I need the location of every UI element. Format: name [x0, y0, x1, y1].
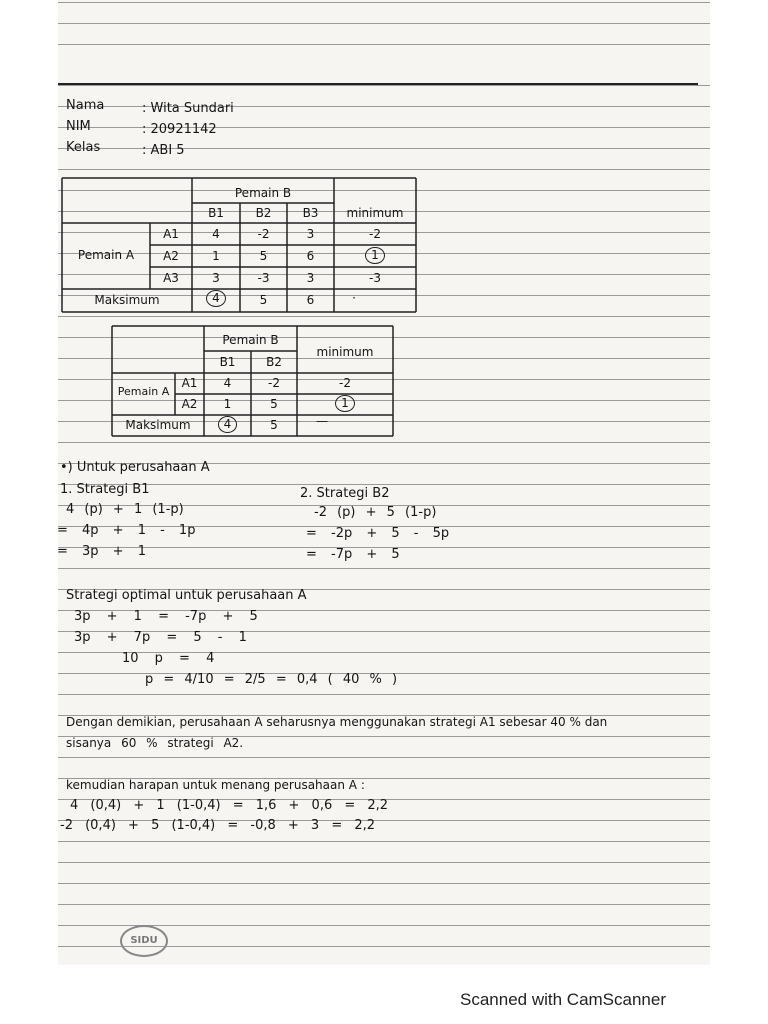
strategy-b2-line3: = -7p + 5 — [306, 547, 400, 562]
strategy-b2-line1: -2 (p) + 5 (1-p) — [314, 505, 437, 520]
table2-cell: 4 — [223, 376, 232, 390]
table1-col-b3: B3 — [302, 206, 319, 220]
table1-row-a2: A2 — [163, 249, 179, 263]
table1-max-min: · — [352, 291, 356, 305]
name-label: Nama — [66, 98, 105, 113]
nim-value: : 20921142 — [142, 122, 217, 137]
table1-cell: 4 — [212, 227, 220, 241]
optimal-line3: 10 p = 4 — [122, 651, 215, 666]
table1-min: -3 — [369, 271, 381, 285]
strategy-b2-title: 2. Strategi B2 — [300, 486, 390, 501]
name-value: : Wita Sundari — [142, 101, 234, 116]
table2-col-b2: B2 — [266, 355, 282, 369]
table1-max: 6 — [306, 293, 315, 307]
table1-cell: 3 — [212, 271, 220, 285]
table1-row-group: Pemain A — [77, 248, 135, 262]
expectation-title: kemudian harapan untuk menang perusahaan A : — [66, 778, 365, 792]
optimal-line1: 3p + 1 = -7p + 5 — [74, 609, 258, 624]
conclusion-line1: Dengan demikian, perusahaan A seharusnya menggunakan strategi A1 sebesar 40 % dan — [66, 715, 608, 729]
table1-max-label: Maksimum — [94, 293, 160, 307]
strategy-b1-line2: = 4p + 1 - 1p — [57, 523, 196, 538]
strategy-b1-title: 1. Strategi B1 — [60, 482, 150, 497]
table1-row-a1: A1 — [163, 227, 179, 241]
nim-label: NIM — [66, 119, 91, 134]
table2-col-group: Pemain B — [222, 333, 279, 347]
expectation-line1: 4 (0,4) + 1 (1-0,4) = 1,6 + 0,6 = 2,2 — [70, 798, 389, 813]
strategy-b1-line1: 4 (p) + 1 (1-p) — [66, 502, 184, 517]
table2-cell: -2 — [268, 376, 280, 390]
optimal-line2: 3p + 7p = 5 - 1 — [74, 630, 247, 645]
table1-col-b1: B1 — [208, 206, 224, 220]
table2-max-label: Maksimum — [125, 418, 191, 432]
table2-col-b1: B1 — [219, 355, 236, 369]
scanner-watermark: Scanned with CamScanner — [460, 990, 667, 1009]
optimal-line4: p = 4/10 = 2/5 = 0,4 ( 40 % ) — [145, 672, 398, 687]
conclusion-line2: sisanya 60 % strategi A2. — [66, 736, 244, 750]
table2-row-a1: A1 — [181, 376, 198, 390]
strategy-b2-line2: = -2p + 5 - 5p — [306, 526, 450, 541]
table1-col-b2: B2 — [255, 206, 272, 220]
class-value: : ABI 5 — [142, 143, 185, 158]
table2-min-header: minimum — [316, 345, 374, 359]
table2-minimax-circled: 4 — [204, 416, 251, 433]
table1-cell: 3 — [306, 271, 315, 285]
table2-maximin-circled: 1 — [297, 395, 393, 412]
table2-row-a2: A2 — [181, 397, 198, 411]
table2-min: -2 — [339, 376, 351, 390]
optimal-title: Strategi optimal untuk perusahaan A — [66, 588, 307, 603]
table2-row-group: Pemain A — [117, 385, 170, 398]
table1-cell: 5 — [259, 249, 268, 263]
table2-max: 5 — [270, 418, 278, 432]
table1-row-a3: A3 — [163, 271, 179, 285]
table1-cell: -3 — [257, 271, 270, 285]
table1-min-header: minimum — [346, 206, 404, 220]
work-intro: •) Untuk perusahaan A — [60, 460, 210, 475]
table1-maximin-circled: 1 — [334, 247, 416, 264]
expectation-line2: -2 (0,4) + 5 (1-0,4) = -0,8 + 3 = 2,2 — [60, 818, 376, 833]
table1-cell: 1 — [212, 249, 220, 263]
table2-cell: 5 — [270, 397, 278, 411]
table1-col-group: Pemain B — [234, 186, 292, 200]
notebook-brand-stamp: SIDU — [120, 925, 168, 957]
table1-cell: 3 — [306, 227, 315, 241]
table2-max-min: — — [316, 414, 328, 428]
strategy-b1-line3: = 3p + 1 — [57, 544, 146, 559]
table1-minimax-circled: 4 — [192, 290, 240, 307]
class-label: Kelas — [66, 140, 101, 155]
table1-min: -2 — [369, 227, 381, 241]
table2-cell: 1 — [223, 397, 232, 411]
table1-cell: 6 — [306, 249, 315, 263]
table1-cell: -2 — [257, 227, 270, 241]
table1-max: 5 — [259, 293, 268, 307]
